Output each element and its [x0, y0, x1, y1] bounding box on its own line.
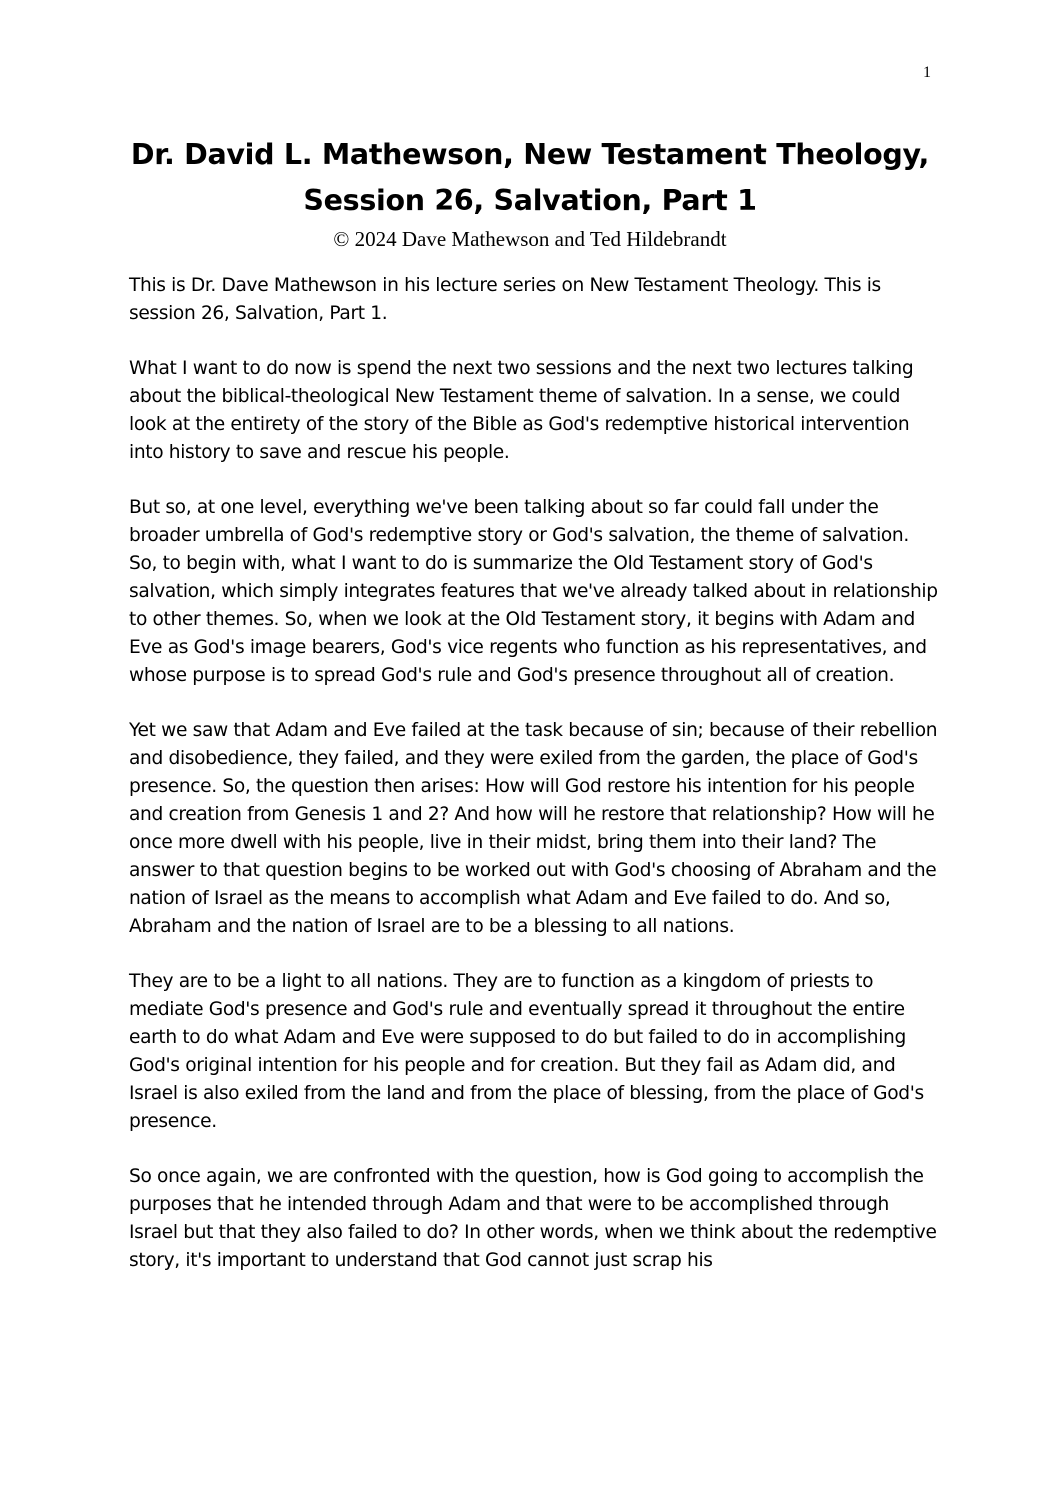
- paragraph-6: So once again, we are confronted with the question, how is God going to accomplish the purposes that he intended through Adam and that were to be accomplished through Israel but that they also failed to do? In other words, when we think about the redemptive story, it's important to understand that God cannot just scrap his: [129, 1166, 937, 1271]
- paragraph-3: But so, at one level, everything we've been talking about so far could fall under the broader umbrella of God's redemptive story or God's salvation, the theme of salvation. So, to begin with, what I want to do is summarize the Old Testament story of God's salvation, which simply integrates features that we've already talked about in relationship to other themes. So, when we look at the Old Testament story, it begins with Adam and Eve as God's image bearers, God's vice regents who function as his representatives, and whose purpose is to spread God's rule and God's presence throughout all of creation.: [129, 497, 938, 686]
- paragraph-1: This is Dr. Dave Mathewson in his lecture series on New Testament Theology. This is session 26, Salvation, Part 1.: [129, 275, 881, 324]
- document-title-line-1: Dr. David L. Mathewson, New Testament Theology,: [130, 138, 930, 171]
- page-number: 1: [923, 64, 931, 81]
- lecture-transcript: [129, 272, 939, 1275]
- paragraph-5: They are to be a light to all nations. They are to function as a kingdom of priests to mediate God's presence and God's rule and eventually spread it throughout the entire earth to do what Adam and Eve were supposed to do but failed to do in accomplishing God's original intention for his people and for creation. But they fail as Adam did, and Israel is also exiled from the land and from the place of blessing, from the place of God's presence.: [129, 971, 924, 1132]
- paragraph-2: What I want to do now is spend the next two sessions and the next two lectures talking about the biblical-theological New Testament theme of salvation. In a sense, we could look at the entirety of the story of the Bible as God's redemptive historical intervention into history to save and rescue his people.: [129, 358, 914, 463]
- document-title-line-2: Session 26, Salvation, Part 1: [303, 184, 757, 217]
- copyright-notice: © 2024 Dave Mathewson and Ted Hildebrandt: [333, 227, 727, 251]
- document-header: [100, 132, 960, 252]
- paragraph-4: Yet we saw that Adam and Eve failed at the task because of sin; because of their rebellion and disobedience, they failed, and they were exiled from the garden, the place of God's presence. So, the question then arises: How will God restore his intention for his people and creation from Genesis 1 and 2? And how will he restore that relationship? How will he once more dwell with his people, live in their midst, bring them into their land? The answer to that question begins to be worked out with God's choosing of Abraham and the nation of Israel as the means to accomplish what Adam and Eve failed to do. And so, Abraham and the nation of Israel are to be a blessing to all nations.: [129, 720, 938, 937]
